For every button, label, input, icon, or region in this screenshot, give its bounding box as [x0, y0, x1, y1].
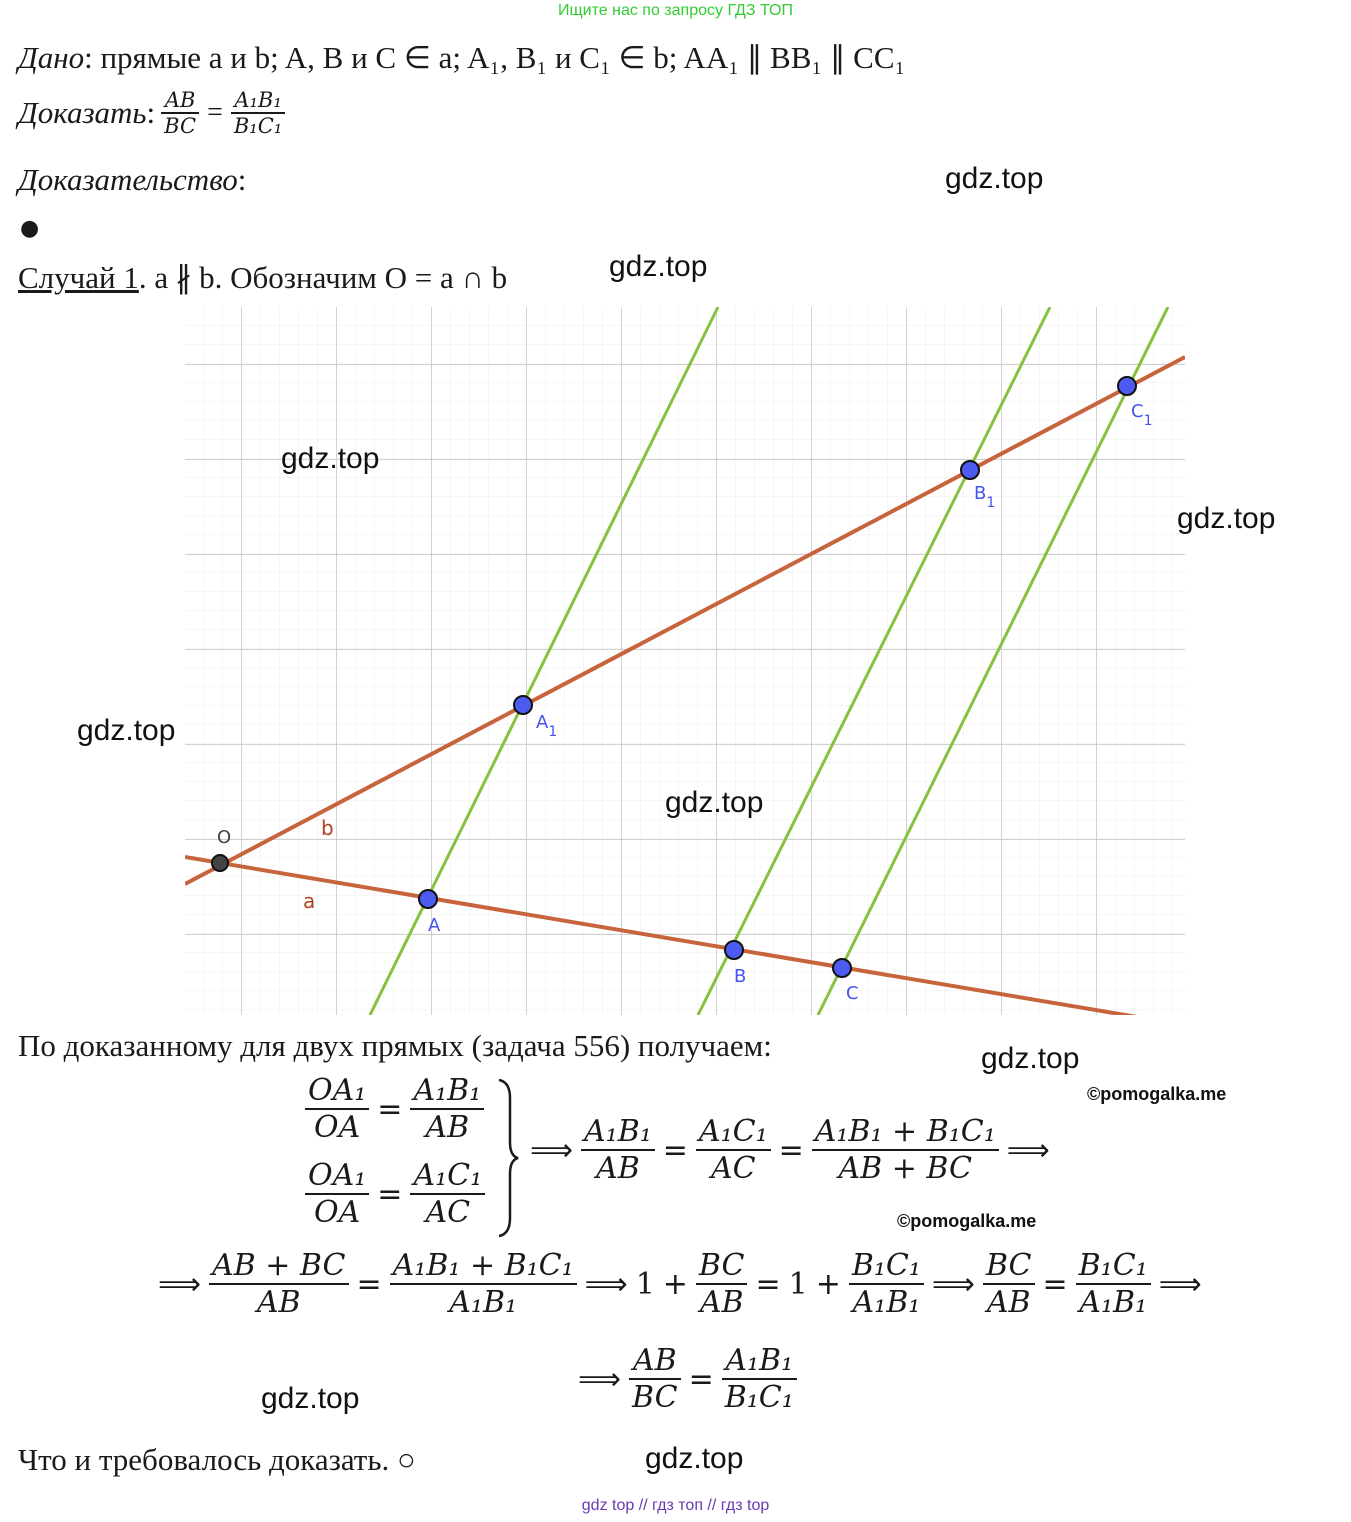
- proof-colon: :: [237, 162, 247, 197]
- res-eq1: =: [662, 1132, 688, 1168]
- res-frac2: $\frac{\text{A₁C₁}}{AC}$: [696, 1114, 771, 1186]
- prove-lhs-den: BC: [164, 114, 197, 138]
- given-text: : прямые a и b; A, B и C ∈ a; A₁, B₁ и C₁ ∈ b; AA₁ ∥ BB₁ ∥ CC₁: [84, 40, 906, 75]
- proof-label: Доказательство: [18, 162, 238, 197]
- eq2-frac1: $\frac{\text{OA₁}}{OA}$: [305, 1158, 369, 1230]
- prove-line: [18, 88, 285, 138]
- system-eq2: [305, 1158, 485, 1230]
- point-B1: [961, 461, 979, 479]
- case1-line: [18, 260, 507, 296]
- label-line-a: a: [303, 889, 316, 913]
- watermark: gdz.top: [645, 1442, 744, 1475]
- res-frac1: $\frac{\text{A₁B₁}}{AB}$: [581, 1114, 655, 1186]
- proof-line: [18, 162, 246, 198]
- label-B1: $B_1$: [974, 483, 996, 511]
- r3-implies: ⟹: [578, 1361, 622, 1397]
- point-A1: [514, 696, 532, 714]
- r2-plus-a: +: [662, 1266, 688, 1302]
- prove-lhs: [161, 88, 199, 138]
- r2-one-a: 1: [635, 1266, 655, 1302]
- r2-plus-b: +: [815, 1266, 841, 1302]
- prove-lhs-num: AB: [161, 88, 199, 114]
- point-O: [212, 855, 228, 871]
- r2-implies-2: ⟹: [584, 1266, 628, 1302]
- eq1-frac1: $\frac{\text{OA₁}}{OA}$: [305, 1073, 369, 1145]
- conclusion-text: Что и требовалось доказать. ○: [18, 1442, 416, 1477]
- implies-2: ⟹: [1006, 1132, 1050, 1168]
- watermark: gdz.top: [665, 786, 764, 819]
- watermark: gdz.top: [981, 1042, 1080, 1075]
- r2-frac2: $\frac{\text{A₁B₁ + B₁C₁}}{\text{A₁B₁}}$: [390, 1248, 577, 1320]
- label-A1: $A_1$: [536, 712, 558, 740]
- geometry-figure: [185, 307, 1185, 1015]
- prove-colon: :: [146, 95, 156, 130]
- bullet: ●: [20, 216, 40, 241]
- eq2-equals: =: [377, 1176, 403, 1212]
- label-C1: $C_1$: [1131, 401, 1153, 429]
- eq1-equals: =: [377, 1091, 403, 1127]
- point-C: [833, 959, 851, 977]
- after-figure-text: По доказанному для двух прямых (задача 556) получаем:: [18, 1028, 772, 1063]
- label-line-b: b: [321, 816, 334, 840]
- r2-one-b: 1: [788, 1266, 808, 1302]
- watermark: gdz.top: [945, 162, 1044, 195]
- copyright-mark: ©pomogalka.me: [897, 1211, 1037, 1231]
- watermark: gdz.top: [281, 442, 380, 475]
- r2-eq1: =: [356, 1266, 382, 1302]
- top-link[interactable]: Ищите нас по запросу ГДЗ ТОП: [558, 2, 793, 19]
- r2-frac4: $\frac{\text{B₁C₁}}{\text{A₁B₁}}$: [849, 1248, 924, 1320]
- case1-label: Случай 1: [18, 260, 139, 295]
- point-B: [725, 941, 743, 959]
- derivation-row2: [150, 1248, 1210, 1320]
- system-eq1: [305, 1073, 484, 1145]
- grid-major: [185, 307, 1185, 1015]
- r2-frac1: $\frac{AB + BC}{AB}$: [209, 1248, 348, 1320]
- r2-frac3: $\frac{BC}{AB}$: [696, 1248, 748, 1320]
- label-C: C: [846, 983, 859, 1004]
- res-frac3: $\frac{\text{A₁B₁ + B₁C₁}}{AB + BC}$: [812, 1114, 999, 1186]
- prove-rhs: [231, 88, 285, 138]
- watermark: gdz.top: [261, 1382, 360, 1415]
- r3-frac1: $\frac{AB}{BC}$: [629, 1343, 681, 1415]
- prove-rhs-num: A₁B₁: [231, 88, 285, 114]
- bottom-links[interactable]: gdz top // гдз топ // гдз top: [581, 1497, 770, 1514]
- r2-eq3: =: [1042, 1266, 1068, 1302]
- given-label: Дано: [18, 40, 85, 75]
- copyright-mark: ©pomogalka.me: [1087, 1084, 1227, 1104]
- prove-eq: =: [207, 97, 223, 128]
- r2-implies-3: ⟹: [931, 1266, 975, 1302]
- r2-frac6: $\frac{\text{B₁C₁}}{\text{A₁B₁}}$: [1076, 1248, 1151, 1320]
- derivation-row3: [570, 1343, 797, 1415]
- watermark: gdz.top: [77, 714, 176, 747]
- implies-1: ⟹: [530, 1132, 574, 1168]
- r2-implies-1: ⟹: [158, 1266, 202, 1302]
- given-line: [18, 40, 905, 76]
- watermark: gdz.top: [1177, 502, 1276, 535]
- r2-eq2: =: [755, 1266, 781, 1302]
- label-O: O: [217, 827, 232, 848]
- r2-implies-4: ⟹: [1158, 1266, 1202, 1302]
- system-result: [522, 1114, 1058, 1186]
- case1-text: . a ∦ b. Обозначим O = a ∩ b: [138, 260, 508, 295]
- res-eq2: =: [778, 1132, 804, 1168]
- eq1-frac2: $\frac{\text{A₁B₁}}{AB}$: [410, 1073, 484, 1145]
- r3-eq: =: [688, 1361, 714, 1397]
- r2-frac5: $\frac{BC}{AB}$: [983, 1248, 1035, 1320]
- label-A: A: [428, 915, 441, 936]
- system-brace: [496, 1078, 520, 1238]
- r3-frac2: $\frac{\text{A₁B₁}}{\text{B₁C₁}}$: [722, 1343, 797, 1415]
- label-B: B: [734, 966, 747, 987]
- prove-rhs-den: B₁C₁: [233, 114, 283, 138]
- watermark: gdz.top: [609, 250, 708, 283]
- point-C1: [1118, 377, 1136, 395]
- prove-label: Доказать: [18, 95, 147, 130]
- point-A: [419, 890, 437, 908]
- eq2-frac2: $\frac{\text{A₁C₁}}{AC}$: [410, 1158, 485, 1230]
